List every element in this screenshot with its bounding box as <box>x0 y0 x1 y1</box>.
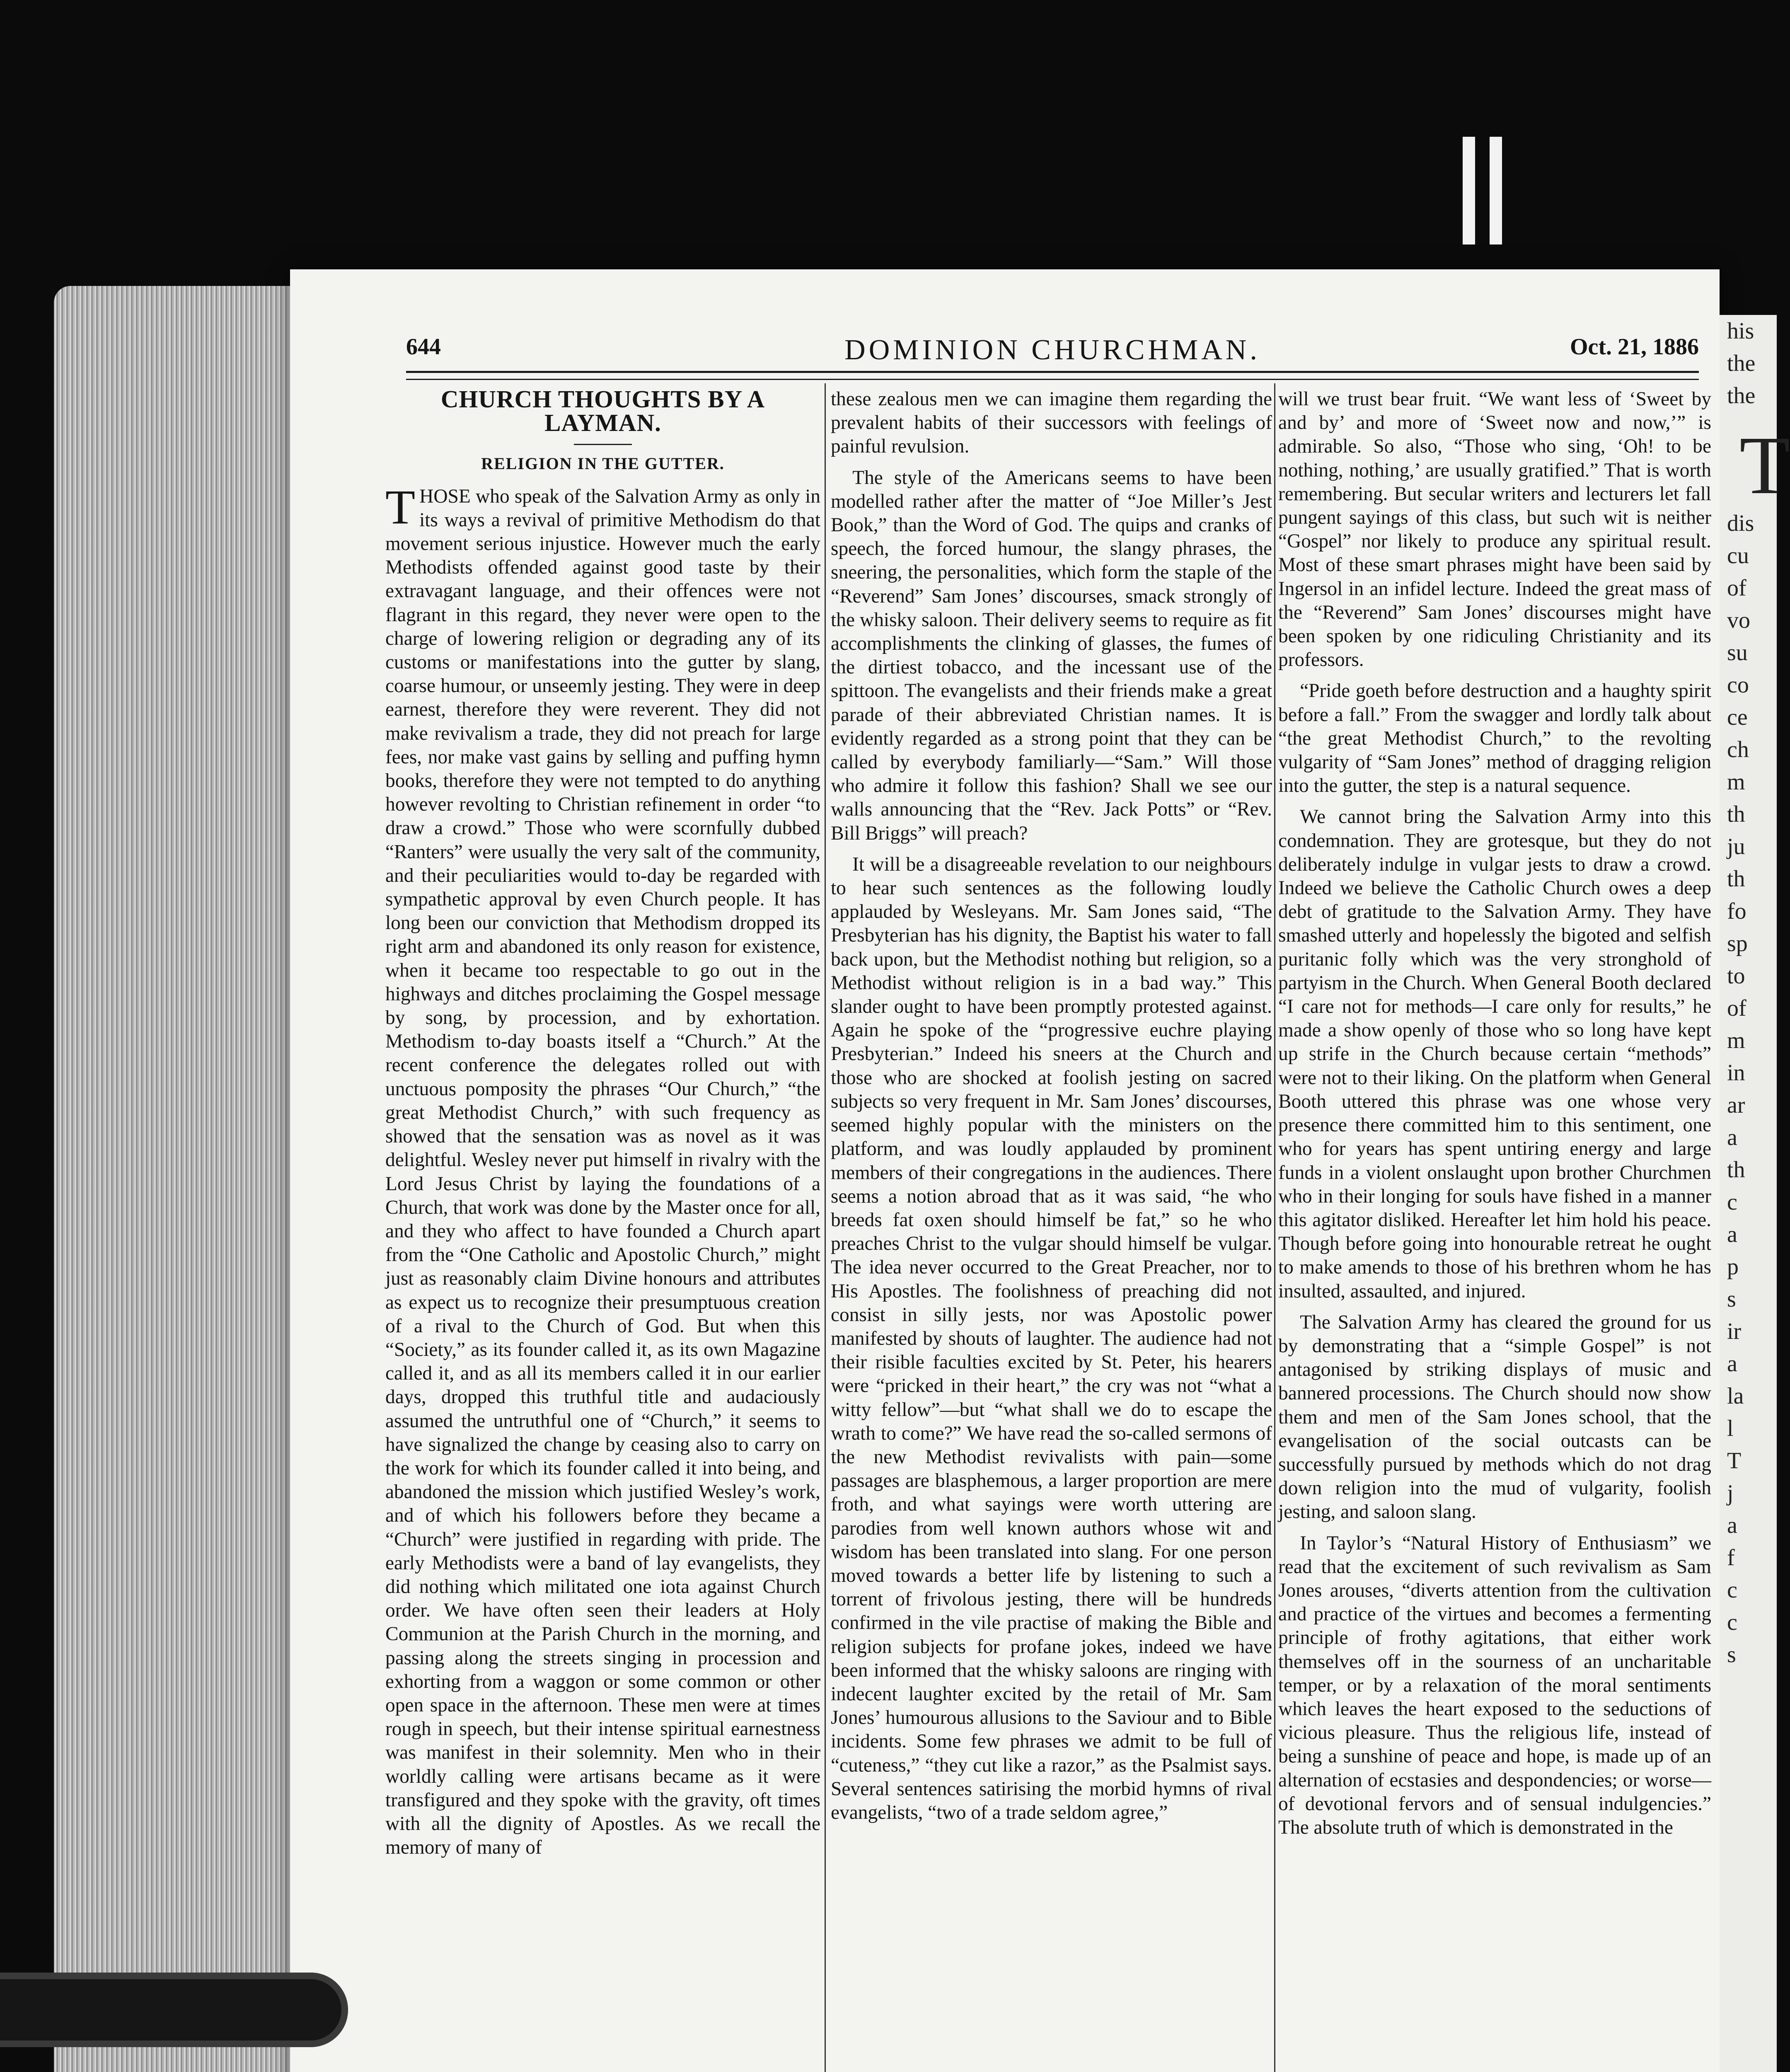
paragraph: will we trust bear fruit. “We want less of ‘Sweet by and by’ and more of ‘Sweet now and now,’” is admirable. So also, “Those who sing, ‘Oh! to be nothing, nothing,’ are usually gratified.” That is worth remembering. But secular writers and lecturers let fall pungent sayings of this class, but such wit is neither “Gospel” nor likely to produce any spiritual result. Most of these smart phrases might have been said by Ingersol in an infidel lecture. Indeed the great mass of the “Reverend” Sam Jones’ discourses might have been spoken by one ridiculing Christianity and its professors. <box>1278 388 1711 671</box>
adjacent-line: a <box>1727 1513 1737 1538</box>
masthead: DOMINION CHURCHMAN. <box>844 334 1260 366</box>
paragraph: The style of the Americans seems to have been modelled rather after the matter of “Joe Miller’s Jest Book,” than the Word of God. The quips and cranks of speech, the forced humour, the slangy phrases, the sneering, the personalities, which form the staple of the “Reverend” Sam Jones’ discourses, smack strongly of the whisky saloon. Their delivery seems to require as fit accomplishments the clinking of glasses, the fumes of the dirtiest tobacco, and the incessant use of the spittoon. The evangelists and their friends make a great parade of their abbreviated Christian names. It is evidently regarded as a strong point that they can be called by everybody familiarly—“Sam.” Will those who admire it follow this fashion? Shall we see our walls announcing that the “Rev. Jack Potts” or “Rev. Bill Briggs” will preach? <box>831 467 1272 844</box>
adjacent-line: c <box>1727 1577 1737 1603</box>
paragraph: We cannot bring the Salvation Army into this condemnation. They are grotesque, but they do not deliberately indulge in vulgar jests to draw a crowd. Indeed we believe the Catholic Church owes a deep debt of gratitude to the Salvation Army. They have smashed utterly and hopelessly the bigoted and selfish puritanic folly which was the very stronghold of partyism in the Church. When General Booth declared “I care not for methods—I care only for results,” he made a show openly of those who so long have kept up strife in the Church because certain “methods” were not to their liking. On the platform when General Booth uttered this phrase was one whose very presence there committed him to this sentiment, one who for years has spent untiring energy and large funds in a violent onslaught upon brother Churchmen who in their longing for souls have fished in a manner this agitator disliked. Hereafter let him hold his peace. Though before going into honourable retreat he ought to make amends to those of his brethren whom he has insulted, assaulted, and injured. <box>1278 806 1711 1302</box>
adjacent-line: p <box>1727 1254 1739 1280</box>
column-2 <box>831 387 1272 1825</box>
column-3 <box>1278 387 1711 1840</box>
adjacent-line: ju <box>1727 834 1745 859</box>
lead-paragraph <box>385 479 820 1860</box>
adjacent-line: c <box>1727 1610 1737 1635</box>
adjacent-line: f <box>1727 1545 1735 1571</box>
article-title: CHURCH THOUGHTS BY A LAYMAN. <box>440 385 765 437</box>
scanner-marker-bar <box>1490 137 1502 244</box>
adjacent-line: the <box>1727 383 1756 409</box>
adjacent-line: l <box>1727 1416 1734 1441</box>
adjacent-line: fo <box>1727 898 1746 924</box>
scanner-marker-bar <box>1463 137 1475 244</box>
adjacent-line: co <box>1727 672 1749 698</box>
running-head <box>406 334 1699 371</box>
adjacent-line: j <box>1727 1480 1734 1506</box>
adjacent-line: a <box>1727 1125 1737 1150</box>
adjacent-line: la <box>1727 1383 1744 1409</box>
adjacent-line: a <box>1727 1222 1737 1247</box>
adjacent-line: ce <box>1727 704 1748 730</box>
paragraph: The Salvation Army has cleared the ground for us by demonstrating that a “simple Gospel” is not antagonised by striking displays of music and bannered processions. The Church should now show them and men of the Sam Jones school, that the evangelisation of the social outcasts can be successfully pursued by methods which do not drag down religion into the mud of vulgarity, foolish jesting, and saloon slang. <box>1278 1311 1711 1523</box>
paragraph: these zealous men we can imagine them regarding the prevalent habits of their successors with feelings of painful revulsion. <box>831 388 1272 457</box>
adjacent-line: th <box>1727 801 1745 827</box>
paragraph: “Pride goeth before destruction and a haughty spirit before a fall.” From the swagger and lordly talk about “the great Methodist Church,” to the revolting vulgarity of “Sam Jones” method of dragging religion into the gutter, the step is a natural sequence. <box>1278 680 1711 797</box>
adjacent-line: s <box>1727 1642 1736 1668</box>
adjacent-line: s <box>1727 1286 1736 1312</box>
column-rule <box>1274 383 1275 2072</box>
adjacent-line: to <box>1727 963 1745 989</box>
page-clip <box>0 1973 348 2047</box>
dropcap: T <box>385 479 416 534</box>
adjacent-line: T <box>1727 1448 1742 1474</box>
article-subtitle: RELIGION IN THE GUTTER. <box>481 454 725 473</box>
adjacent-line: ar <box>1727 1092 1745 1118</box>
adjacent-line: of <box>1727 575 1746 601</box>
adjacent-page-sliver <box>1720 315 1790 2072</box>
column-1 <box>385 387 820 1859</box>
adjacent-line: the <box>1727 351 1756 376</box>
paragraph: It will be a disagreeable revelation to our neighbours to hear such sentences as the following loudly applauded by Wesleyans. Mr. Sam Jones said, “The Presbyterian has his dignity, the Baptist his water to fall back upon, but the Methodist nothing but religion, so a Methodist without religion is in a bad way.” This slander ought to have been promptly protested against. Again he spoke of the “progressive euchre playing Presbyterian.” Indeed his sneers at the Church and those who are shocked at foolish jesting on sacred subjects so very frequent in Mr. Sam Jones’ discourses, seemed highly popular with the ministers on the platform, and was loudly applauded by prominent members of their congregations in the audiences. There seems a notion abroad that as it was said, “he who breeds fat oxen should himself be fat,” so he who preaches Christ to the vulgar should himself be vulgar. The idea never occurred to the Great Preacher, nor to His Apostles. The foolishness of preaching did not consist in silly jests, nor was Apostolic power manifested by shouts of laughter. The audience had not their risible faculties excited by St. Peter, his hearers were “pricked in their heart,” the cry was not “what a witty fellow”—but “what shall we do to escape the wrath to come?” We have read the so-called sermons of the new Methodist revivalists with pain—some passages are blasphemous, a larger proportion are mere froth, and what sayings were worth uttering are parodies from well known authors whose wit and wisdom has been translated into slang. For one person moved towards a better life by listening to such a torrent of frivolous jesting, there will be hundreds confirmed in the vile practise of making the Bible and religion subjects for profane jokes, indeed we have been informed that the whisky saloons are ringing with indecent laughter excited by the retail of Mr. Sam Jones’ humourous allusions to the Saviour and to Bible incidents. Some few phrases we admit to be full of “cuteness,” “they cut like a razor,” as the Psalmist says. Several sentences satirising the morbid hymns of rival evangelists, “two of a trade seldom agree,” <box>831 853 1272 1823</box>
paragraph: In Taylor’s “Natural History of Enthusiasm” we read that the excitement of such revivalism as Sam Jones arouses, “diverts attention from the cultivation and practice of the virtues and becomes a fermenting principle of frothy agitations, that either work themselves off in the sourness of an uncharitable temper, or by a relaxation of the moral sentiments which leaves the heart exposed to the seductions of vicious pleasure. Thus the religious life, instead of being a sunshine of peace and hope, is made up of an alternation of ecstasies and despondencies; or worse—of devotional fervors and of sensual indulgencies.” The absolute truth of which is demonstrated in the <box>1278 1532 1711 1838</box>
adjacent-line: c <box>1727 1189 1737 1215</box>
issue-date: Oct. 21, 1886 <box>1570 334 1699 360</box>
adjacent-line: vo <box>1727 608 1750 633</box>
page-number: 644 <box>406 334 441 360</box>
adjacent-line: m <box>1727 1028 1745 1053</box>
adjacent-line: th <box>1727 1157 1745 1183</box>
adjacent-line: cu <box>1727 543 1749 569</box>
adjacent-line: su <box>1727 640 1748 666</box>
adjacent-fragments <box>1720 507 1777 1671</box>
adjacent-line: th <box>1727 866 1745 892</box>
title-rule <box>574 444 632 445</box>
adjacent-line: ch <box>1727 737 1749 762</box>
adjacent-line: his <box>1727 318 1754 344</box>
adjacent-line: dis <box>1727 511 1754 536</box>
column-rule <box>825 383 826 2072</box>
adjacent-line: m <box>1727 769 1745 795</box>
paragraph-text: HOSE who speak of the Salvation Army as only in its ways a revival of primitive Methodism do that movement serious injustice. However much the early Methodists offended against good taste by their extravagant language, and their offences were not flagrant in this regard, they never were open to the charge of lowering religion or degrading any of its customs or manifestations into the gutter by slang, coarse humour, or unseemly jesting. They were in deep earnest, therefore they were reverent. They did not make revivalism a trade, they did not preach for large fees, nor make vast gains by selling and puffing hymn books, therefore they were not tempted to do anything however revolting to Christian refinement in order “to draw a crowd.” Those who were scornfully dubbed “Ranters” were usually the very salt of the community, and their peculiarities would to-day be regarded with sympathetic approval by even Church people. It has long been our conviction that Methodism dropped its right arm and abandoned its only reason for existence, when it became too respectable to go out in the highways and ditches proclaiming the Gospel message by song, by procession, and by exhortation. Methodism to-day boasts itself a “Church.” At the recent conference the delegates rolled out with unctuous pomposity the phrases “Our Church,” “the great Methodist Church,” with such frequency as showed that the sensation was as novel as it was delightful. Wesley never put himself in rivalry with the Lord Jesus Christ by laying the foundations of a Church, that work was done by the Master once for all, and they who affect to have founded a Church apart from the “One Catholic and Apostolic Church,” might just as reasonably claim Divine honours and attributes as expect us to recognize their presumptuous creation of a rival to the Church of God. But when this “Society,” as its founder called it, as its own Magazine called it, and as all its members called it in our earlier days, dropped this truthful title and audaciously assumed the untruthful one of “Church,” it seems to have signalized the change by ceasing also to carry on the work for which its founder called it into being, and abandoned the mission which justified Wesley’s work, and of which his followers before they became a “Church” were justified in regarding with pride. The early Methodists were a band of lay evangelists, they did nothing which militated one iota against Church order. We have often seen their leaders at Holy Communion at the Parish Church in the morning, and passing along the streets singing in procession and exhorting from a waggon or some common or other open space in the afternoon. These men were at times rough in speech, but their intense spiritual earnestness was manifest in their solemnity. Men who in their worldly calling were artisans became as it were transfigured and they spoke with the gravity, oft times with all the dignity of Apostles. As we recall the memory of many of <box>385 485 820 1859</box>
adjacent-dropcap: T <box>1739 420 1790 511</box>
adjacent-line: ir <box>1727 1319 1742 1344</box>
adjacent-line: in <box>1727 1060 1745 1086</box>
book-page-edges <box>54 286 298 2072</box>
adjacent-line: sp <box>1727 931 1748 956</box>
adjacent-line: of <box>1727 995 1746 1021</box>
head-rule <box>406 371 1699 380</box>
adjacent-line: a <box>1727 1351 1737 1377</box>
